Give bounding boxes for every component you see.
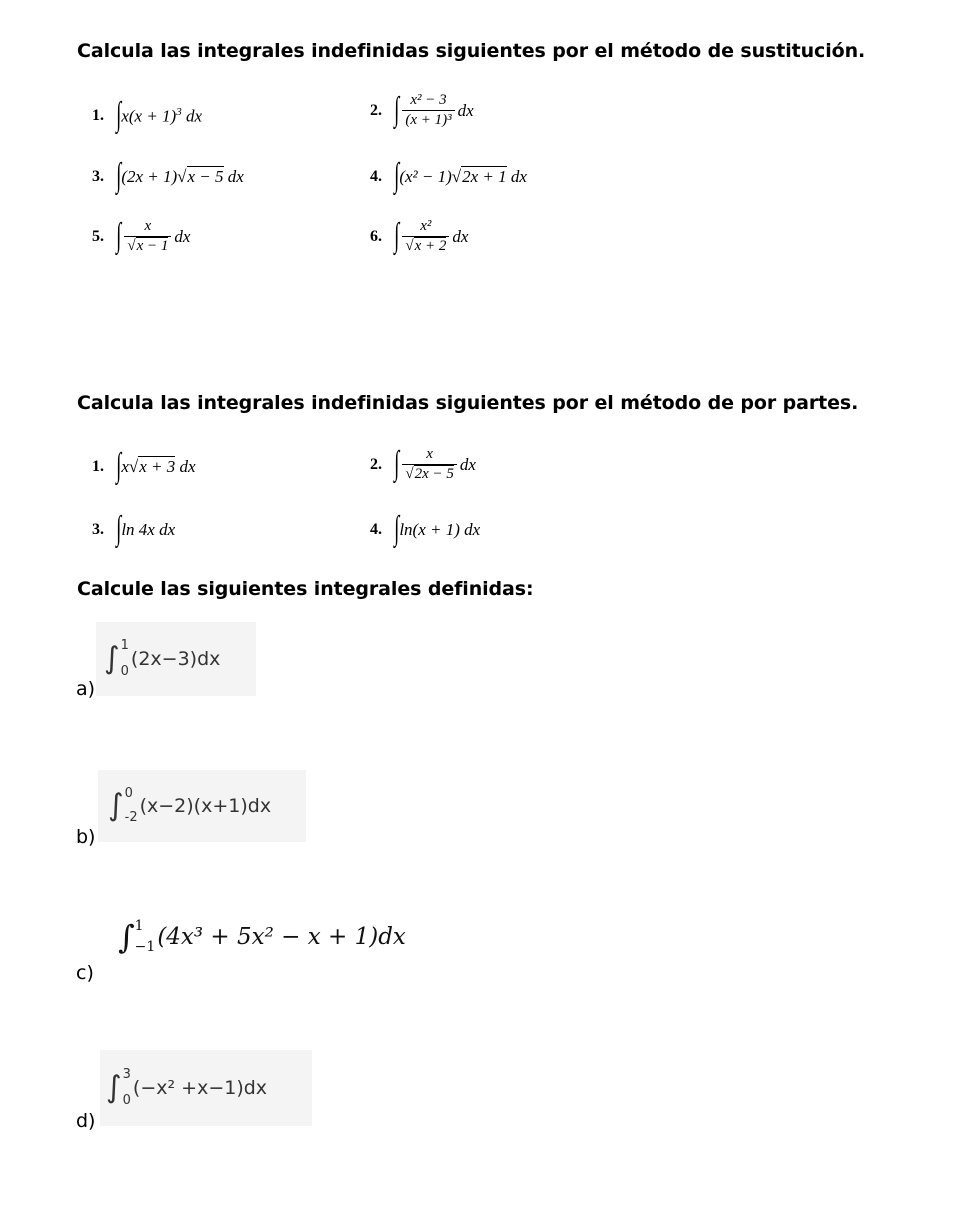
sqrt-sign: √	[405, 238, 414, 254]
problem-number: 2.	[370, 455, 382, 473]
limits	[121, 639, 129, 678]
integral-sign: ∫	[394, 216, 400, 254]
radicand: x − 1	[136, 238, 169, 254]
differential: dx	[457, 100, 474, 120]
problem-sub-5	[92, 218, 190, 255]
definite-integral-c	[118, 918, 406, 956]
limits	[125, 787, 138, 824]
upper-limit: 0	[124, 786, 133, 802]
integral-sign: ∫	[106, 1070, 122, 1105]
problem-number: 1.	[92, 107, 104, 124]
differential: dx	[174, 226, 191, 246]
problem-number: 2.	[370, 101, 382, 119]
denominator: (x + 1)³	[402, 110, 454, 129]
problem-number: 4.	[370, 521, 382, 538]
problem-parts-3	[92, 510, 176, 547]
problem-number: 4.	[370, 168, 382, 185]
sqrt-sign: √	[127, 238, 136, 254]
integral-sign: ∫	[116, 216, 122, 254]
integrand: ln(x + 1) dx	[399, 520, 481, 539]
item-letter-d: d)	[76, 1110, 96, 1132]
heading-definite: Calcule las siguientes integrales definidas:	[77, 578, 534, 600]
radicand: x + 2	[414, 238, 447, 254]
integral-sign: ∫	[116, 447, 122, 484]
problem-sub-1	[92, 96, 203, 133]
integrand: ln 4x dx	[121, 520, 176, 539]
upper-limit: 3	[122, 1067, 131, 1083]
problem-number: 1.	[92, 458, 104, 475]
lower-limit: 0	[120, 664, 129, 679]
item-letter-b: b)	[76, 826, 96, 848]
problem-sub-6	[370, 218, 468, 255]
definite-integral-a	[96, 622, 256, 696]
differential: dx	[181, 106, 203, 126]
fraction	[402, 92, 454, 129]
integrand: (x−2)(x+1)dx	[139, 795, 272, 817]
heading-substitution: Calcula las integrales indefinidas siguientes por el método de sustitución.	[77, 40, 866, 62]
numerator: x	[144, 218, 152, 234]
heading-parts: Calcula las integrales indefinidas siguientes por el método de por partes.	[77, 392, 859, 414]
lower-limit: -2	[124, 810, 138, 825]
problem-parts-2	[370, 446, 476, 483]
definite-integral-d	[100, 1050, 312, 1126]
integral-sign: ∫	[108, 788, 124, 823]
integral-sign: ∫	[394, 444, 400, 482]
integrand: (x² − 1)√	[399, 167, 462, 186]
problem-number: 6.	[370, 227, 382, 245]
integrand: (2x−3)dx	[130, 648, 221, 670]
integral-sign: ∫	[394, 90, 400, 128]
problem-number: 5.	[92, 227, 104, 245]
radicand: 2x + 1	[462, 167, 507, 186]
integrand: (4x³ + 5x² − x + 1)dx	[157, 924, 406, 950]
problem-sub-2	[370, 92, 474, 129]
fraction	[402, 218, 449, 255]
integral-sign: ∫	[118, 918, 135, 956]
problem-sub-4	[370, 157, 527, 194]
fraction	[402, 446, 457, 483]
denominator	[124, 236, 171, 255]
integral-sign: ∫	[116, 96, 122, 133]
integral-sign: ∫	[394, 510, 400, 547]
integrand: (2x + 1)√	[121, 167, 187, 186]
problem-number: 3.	[92, 521, 104, 538]
denominator	[402, 236, 449, 255]
problem-number: 3.	[92, 168, 104, 185]
radicand: 2x − 5	[414, 466, 454, 482]
problem-parts-1	[92, 447, 196, 484]
problem-parts-4	[370, 510, 481, 547]
integral-sign: ∫	[104, 641, 120, 676]
differential: dx	[175, 457, 196, 476]
integrand: x√	[121, 457, 139, 476]
integrand: x(x + 1)	[121, 106, 177, 126]
upper-limit: 1	[120, 638, 129, 654]
radicand: x + 3	[139, 457, 176, 476]
definite-integral-b	[98, 770, 306, 842]
problem-sub-3	[92, 157, 244, 194]
upper-limit: 1	[134, 918, 144, 935]
limits	[135, 919, 156, 954]
numerator: x	[426, 446, 433, 462]
item-letter-a: a)	[76, 678, 96, 700]
integral-sign: ∫	[116, 510, 122, 547]
integral-sign: ∫	[394, 157, 400, 194]
radicand: x − 5	[187, 167, 224, 186]
differential: dx	[223, 167, 244, 186]
differential: dx	[459, 454, 476, 474]
integrand: (−x² +x−1)dx	[132, 1077, 268, 1099]
numerator: x² − 3	[410, 92, 447, 108]
numerator: x²	[420, 218, 432, 234]
lower-limit: −1	[134, 939, 156, 955]
fraction	[124, 218, 171, 255]
sqrt-sign: √	[405, 466, 414, 482]
differential: dx	[452, 226, 469, 246]
differential: dx	[506, 167, 527, 186]
lower-limit: 0	[122, 1093, 131, 1108]
limits	[123, 1068, 131, 1107]
integral-sign: ∫	[116, 157, 122, 194]
denominator	[402, 464, 457, 483]
item-letter-c: c)	[76, 962, 94, 984]
exponent: 3	[176, 105, 182, 118]
